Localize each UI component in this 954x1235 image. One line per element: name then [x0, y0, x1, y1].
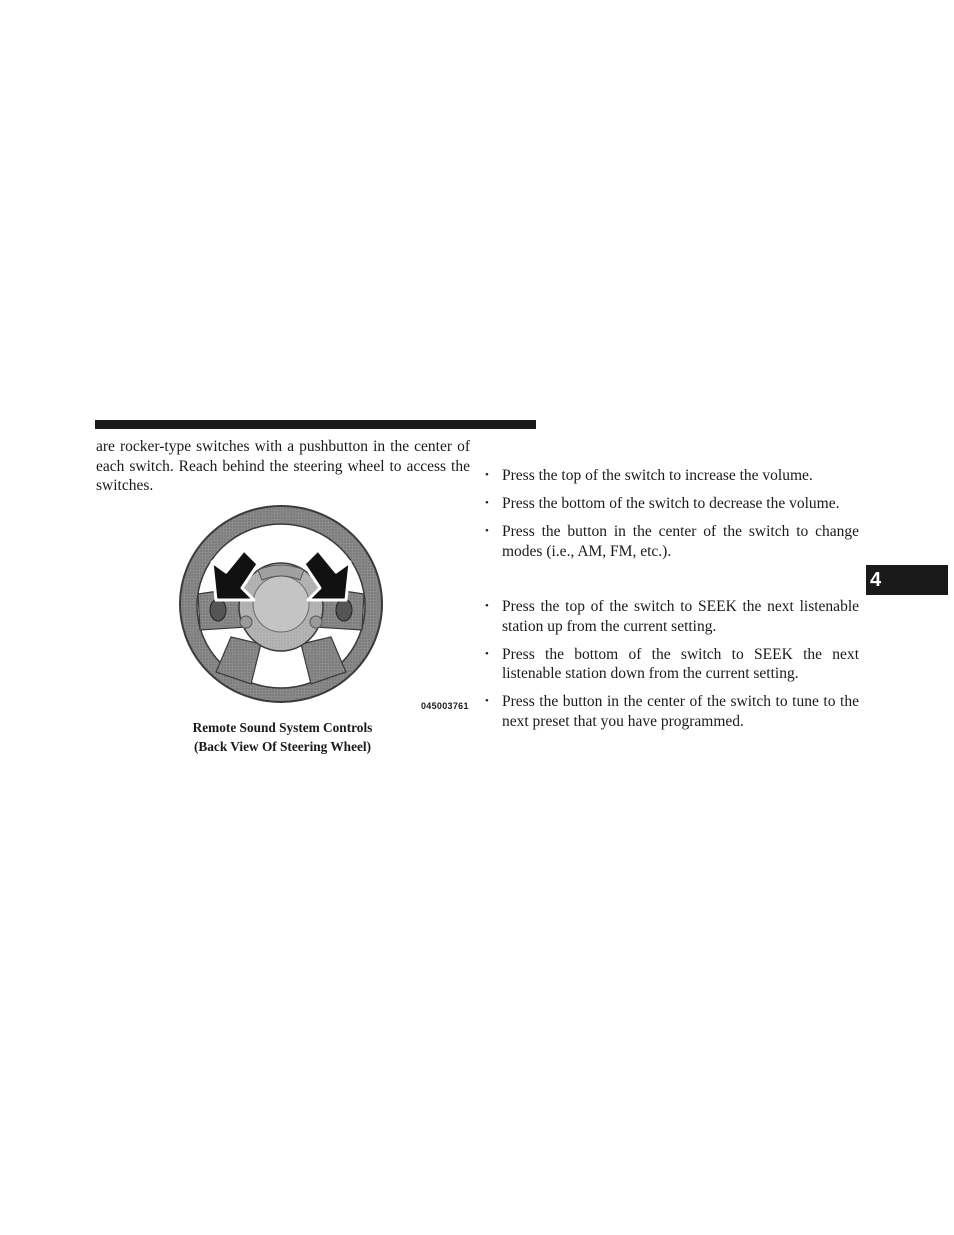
list-item-text: Press the top of the switch to increase the volume.: [502, 467, 813, 484]
list-item-text: Press the top of the switch to SEEK the next listenable station up from the current setting.: [502, 598, 859, 635]
seek-controls-list: [485, 597, 859, 740]
list-item: [485, 692, 859, 731]
figure-caption: [150, 719, 415, 756]
bullet-icon: •: [485, 497, 489, 509]
bullet-icon: •: [485, 525, 489, 537]
list-item: [485, 494, 859, 514]
list-item-text: Press the button in the center of the switch to change modes (i.e., AM, FM, etc.).: [502, 523, 859, 560]
header-rule: [95, 420, 536, 429]
figure-code: 045003761: [421, 701, 469, 711]
bullet-icon: •: [485, 647, 489, 660]
steering-wheel-icon: [176, 502, 386, 708]
list-item-text: Press the button in the center of the switch to tune to the next preset that you have programmed.: [502, 693, 859, 730]
caption-line-2: (Back View Of Steering Wheel): [193, 738, 372, 754]
list-item: [485, 645, 859, 684]
bullet-icon: •: [485, 695, 489, 707]
left-column: [96, 437, 470, 496]
steering-wheel-figure: [176, 502, 386, 708]
list-item-text: Press the bottom of the switch to SEEK the next listenable station down from the current setting.: [502, 645, 859, 682]
chapter-tab: 4: [866, 565, 948, 595]
list-item: [485, 466, 859, 486]
list-item: [485, 522, 859, 561]
volume-controls-list: [485, 466, 859, 570]
bullet-icon: •: [485, 469, 489, 481]
intro-paragraph: are rocker-type switches with a pushbutton in the center of each switch. Reach behind the steering wheel to access the switches.: [96, 438, 470, 494]
bullet-icon: •: [485, 600, 489, 612]
list-item: [485, 597, 859, 636]
list-item-text: Press the bottom of the switch to decrease the volume.: [502, 495, 840, 512]
caption-line-1: Remote Sound System Controls: [192, 720, 373, 735]
